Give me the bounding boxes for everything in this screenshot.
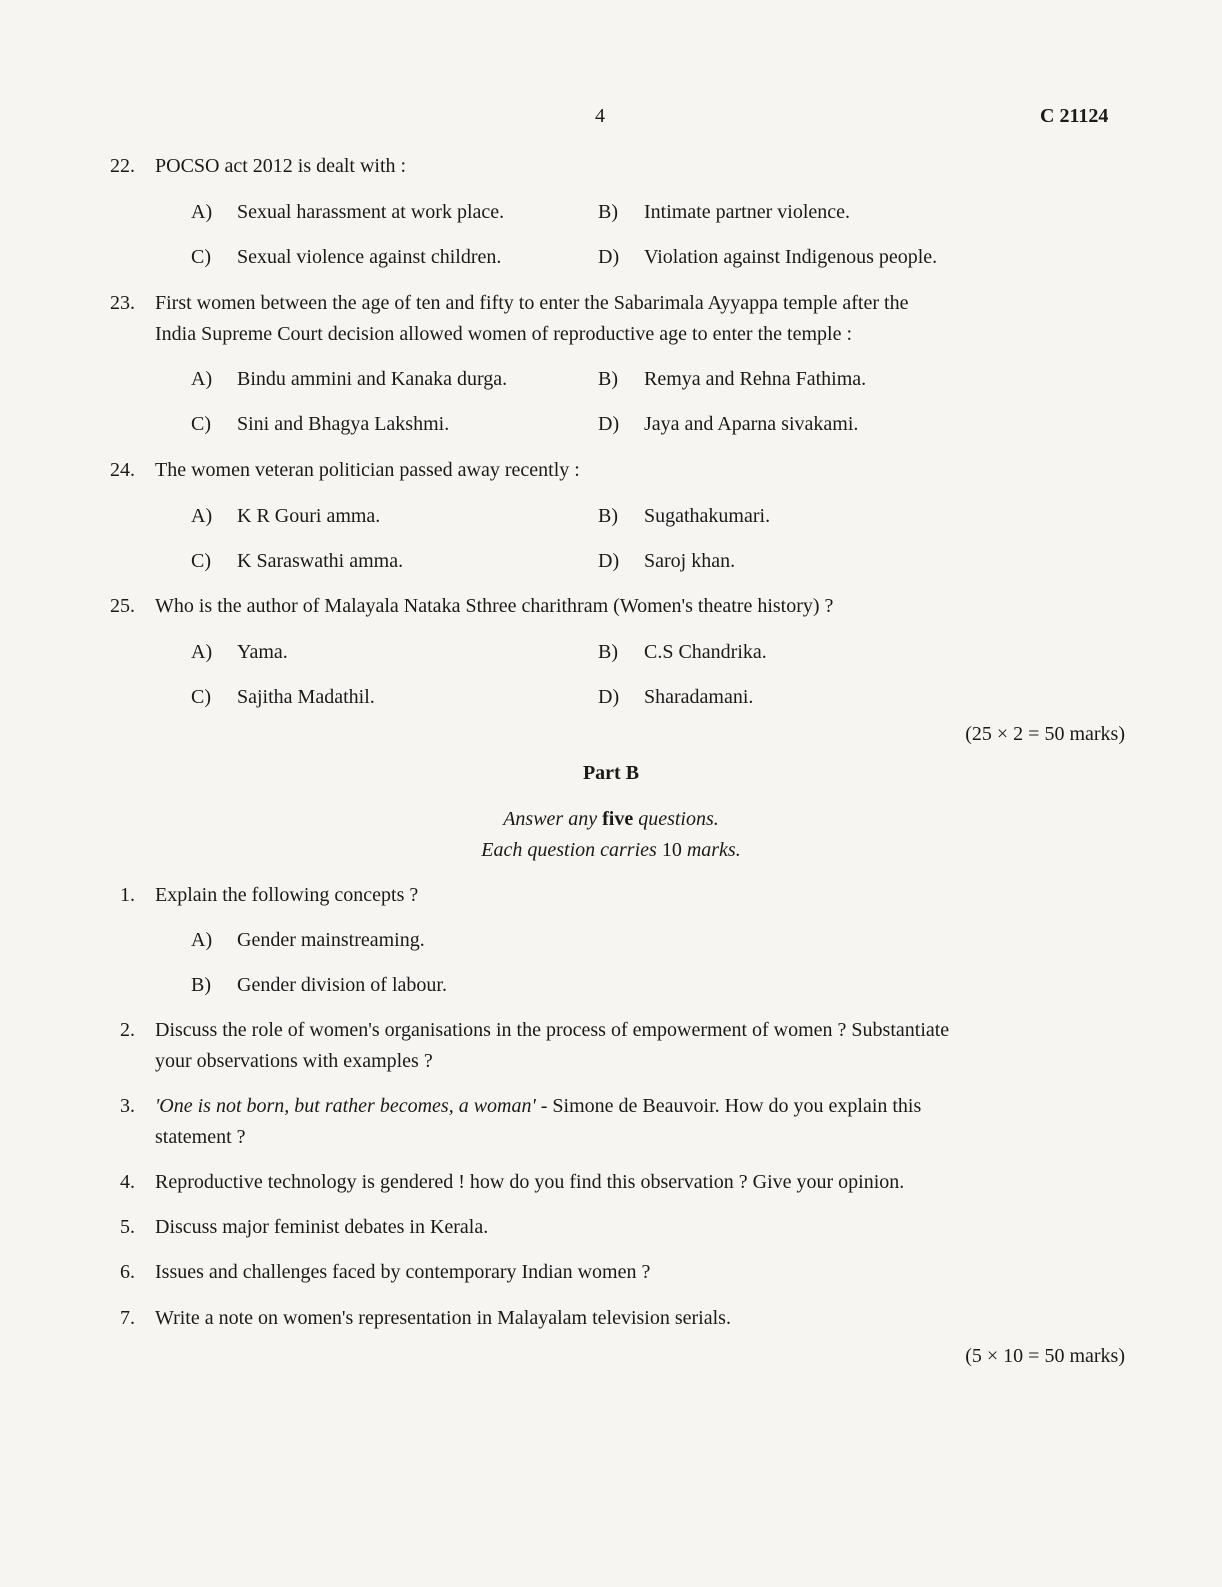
option-text: Gender mainstreaming.	[237, 929, 425, 951]
instruction-bold: five	[602, 808, 634, 830]
part-b-instruction	[0, 808, 1222, 831]
option-letter: A)	[191, 641, 213, 663]
option-text: K Saraswathi amma.	[237, 550, 404, 572]
question-text-rest: - Simone de Beauvoir. How do you explain this	[535, 1095, 922, 1117]
option-text: Intimate partner violence.	[644, 201, 851, 223]
option-letter: A)	[191, 201, 213, 223]
option-letter: C)	[191, 246, 211, 268]
question-text: Issues and challenges faced by contemporary Indian women ?	[155, 1261, 651, 1283]
question-text: The women veteran politician passed away recently :	[155, 459, 580, 481]
option-text: Sugathakumari.	[644, 505, 771, 527]
question-text: POCSO act 2012 is dealt with :	[155, 155, 407, 177]
question-text: Who is the author of Malayala Nataka Sthree charithram (Women's theatre history) ?	[155, 595, 834, 617]
option-text: Remya and Rehna Fathima.	[644, 368, 867, 390]
option-letter: D)	[598, 246, 620, 268]
option-text: K R Gouri amma.	[237, 505, 381, 527]
option-text: Gender division of labour.	[237, 974, 447, 996]
option-text: Sexual violence against children.	[237, 246, 502, 268]
option-letter: C)	[191, 413, 211, 435]
option-text: Jaya and Aparna sivakami.	[644, 413, 859, 435]
question-number: 5.	[120, 1216, 135, 1238]
question-number: 23.	[110, 292, 135, 314]
question-text: India Supreme Court decision allowed women of reproductive age to enter the temple :	[155, 323, 853, 345]
option-text: Sini and Bhagya Lakshmi.	[237, 413, 450, 435]
option-letter: B)	[598, 368, 618, 390]
option-letter: D)	[598, 686, 620, 708]
option-text: Sexual harassment at work place.	[237, 201, 505, 223]
question-number: 2.	[120, 1019, 135, 1041]
option-text: Saroj khan.	[644, 550, 736, 572]
instruction-text: marks.	[681, 839, 741, 861]
question-text: Discuss major feminist debates in Kerala.	[155, 1216, 489, 1238]
part-a-marks: (25 × 2 = 50 marks)	[965, 723, 1125, 745]
option-letter: B)	[598, 201, 618, 223]
option-letter: D)	[598, 550, 620, 572]
option-text: Violation against Indigenous people.	[644, 246, 938, 268]
instruction-text: questions.	[633, 808, 719, 830]
question-number: 6.	[120, 1261, 135, 1283]
option-letter: A)	[191, 505, 213, 527]
part-b-marks: (5 × 10 = 50 marks)	[965, 1345, 1125, 1367]
question-number: 4.	[120, 1171, 135, 1193]
question-text: your observations with examples ?	[155, 1050, 433, 1072]
paper-code: C 21124	[1040, 105, 1109, 127]
option-text: Yama.	[237, 641, 288, 663]
part-b-title: Part B	[582, 762, 640, 784]
question-number: 7.	[120, 1307, 135, 1329]
question-number: 1.	[120, 884, 135, 906]
option-letter: B)	[598, 641, 618, 663]
option-letter: D)	[598, 413, 620, 435]
option-text: Sharadamani.	[644, 686, 754, 708]
option-letter: A)	[191, 368, 213, 390]
quote-text: 'One is not born, but rather becomes, a woman'	[155, 1095, 536, 1117]
option-letter: C)	[191, 550, 211, 572]
page-number: 4	[595, 105, 605, 127]
question-text: Explain the following concepts ?	[155, 884, 419, 906]
option-text: C.S Chandrika.	[644, 641, 767, 663]
question-text: Write a note on women's representation in Malayalam television serials.	[155, 1307, 731, 1329]
option-letter: B)	[598, 505, 618, 527]
question-text: Discuss the role of women's organisations in the process of empowerment of women ? Substantiate	[155, 1019, 950, 1041]
question-text: Reproductive technology is gendered ! how do you find this observation ? Give your opinion.	[155, 1171, 905, 1193]
question-number: 25.	[110, 595, 135, 617]
option-letter: B)	[191, 974, 211, 996]
option-letter: A)	[191, 929, 213, 951]
instruction-text: Answer any	[503, 808, 603, 830]
instruction-text: Each question carries	[481, 839, 662, 861]
question-number: 24.	[110, 459, 135, 481]
question-text	[155, 1095, 921, 1118]
option-letter: C)	[191, 686, 211, 708]
option-text: Bindu ammini and Kanaka durga.	[237, 368, 508, 390]
instruction-num: 10	[661, 839, 682, 861]
question-number: 22.	[110, 155, 135, 177]
question-text: First women between the age of ten and fifty to enter the Sabarimala Ayyappa temple after the	[155, 292, 909, 314]
question-text: statement ?	[155, 1126, 246, 1148]
part-b-instruction-2	[0, 839, 1222, 862]
question-number: 3.	[120, 1095, 135, 1117]
option-text: Sajitha Madathil.	[237, 686, 375, 708]
